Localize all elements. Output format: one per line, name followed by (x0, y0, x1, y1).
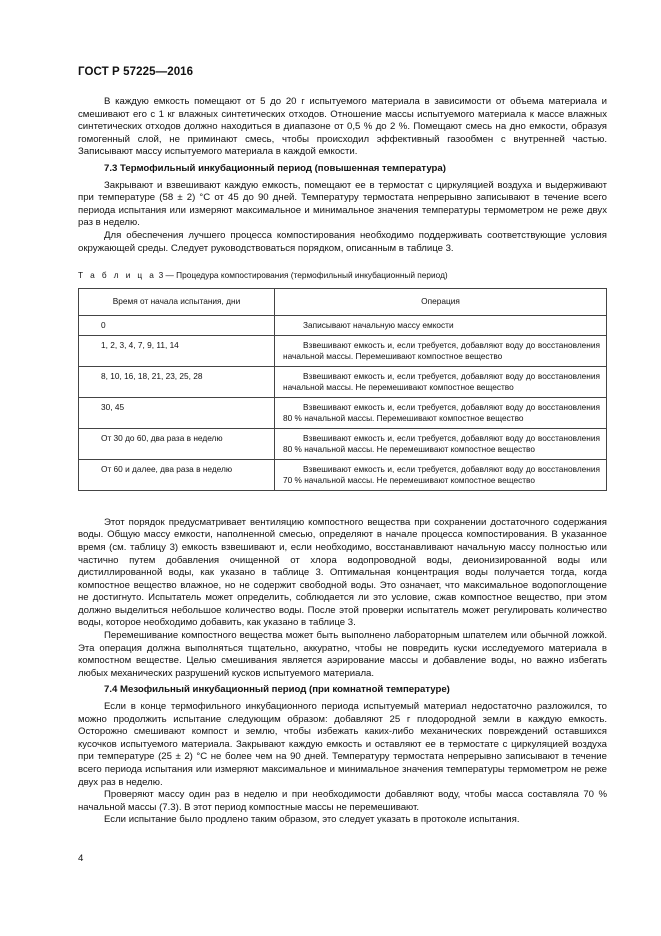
table-header-row (79, 288, 607, 315)
cell-operation: Взвешивают емкость и, если требуется, добавляют воду до восстановления начальной массы. Не перемешивают компостное вещество (275, 366, 607, 397)
cell-time: От 60 и далее, два раза в неделю (79, 459, 275, 490)
section-7-4-title: 7.4 Мезофильный инкубационный период (при комнатной температуре) (104, 684, 450, 696)
table-row (79, 428, 607, 459)
cell-operation: Взвешивают емкость и, если требуется, добавляют воду до восстановления 80 % начальной массы. Перемешивают компостное вещество (275, 397, 607, 428)
paragraph-conditions: Для обеспечения лучшего процесса компостирования необходимо поддерживать соответствующие условия окружающей среды. Следует руководствоваться порядком, описанным в таблице 3. (78, 229, 607, 254)
paragraph-report-note: Если испытание было продлено таким образом, это следует указать в протоколе испытания. (104, 814, 520, 826)
table-row (79, 335, 607, 366)
paragraph-weekly-check: Проверяют массу один раз в неделю и при необходимости добавляют воду, чтобы масса составляла 70 % начальной массы (7.3). В этот период компостные массы не перемешивают. (78, 789, 607, 813)
paragraph-sample-placement: В каждую емкость помещают от 5 до 20 г испытуемого материала в зависимости от объема материала и смешивают его с 1 кг влажных синтетических отходов. Отношение массы испытуемого материала к массе влажных синтетических отходов должно находиться в диапазоне от 0,5 % до 2 %. Помещают смесь на дно емкости, образуя гомогенный слой, не приминают смесь, чтобы происходил эффективный газообмен с внутренней частью. Записывают массу испытуемого материала в каждой емкости. (78, 96, 607, 158)
paragraph-ventilation: Этот порядок предусматривает вентиляцию компостного вещества при сохранении достаточного содержания воды. Общую массу емкости, наполненной смесью, определяют в начале процесса компостирования. В указанное время (см. таблицу 3) емкость взвешивают и, если необходимо, восстанавливают начальную массу полностью или частично путем добавления очищенной от хлора водопроводной воды, деионизированной воды или дистиллированной воды, как указано в таблице 3. Оптимальная концентрация воды получается тогда, когда компостное вещество влажное, но не содержит свободной воды. Это означает, что максимальное водопоглощение не достигнуто. Испытатель может определить, соблюдается ли это условие, сжав компостное вещество, при этом должно выделиться небольшое количество воды. После этой проверки испытатель может регулировать количество воды, которое необходимо добавить, как указано в таблице 3. (78, 516, 607, 629)
table-row (79, 315, 607, 335)
table-3-caption (78, 269, 607, 282)
table-caption-prefix: Т а б л и ц а (78, 270, 157, 281)
cell-operation: Взвешивают емкость и, если требуется, добавляют воду до восстановления 80 % начальной массы. Не перемешивают компостное вещество (275, 428, 607, 459)
cell-time: 30, 45 (79, 397, 275, 428)
section-7-3-title: 7.3 Термофильный инкубационный период (повышенная температура) (104, 162, 446, 174)
table-row (79, 397, 607, 428)
column-header-operation: Операция (275, 288, 607, 315)
table-caption-text: 3 — Процедура компостирования (термофильный инкубационный период) (156, 270, 448, 281)
paragraph-thermostat: Закрывают и взвешивают каждую емкость, помещают ее в термостат с циркуляцией воздуха и выдерживают при температуре (58 ± 2) °С от 45 до 90 дней. Температуру термостата непрерывно записывают в течение всего периода испытания или измеряют максимальное и минимальное значения температуры термометром не реже двух раз в неделю. (78, 179, 607, 229)
page-number: 4 (78, 853, 84, 864)
cell-time: 8, 10, 16, 18, 21, 23, 25, 28 (79, 366, 275, 397)
table-row (79, 366, 607, 397)
table-row (79, 459, 607, 490)
cell-time: От 30 до 60, два раза в неделю (79, 428, 275, 459)
cell-time: 0 (79, 315, 275, 335)
page-body (78, 96, 607, 827)
document-code-header: ГОСТ Р 57225—2016 (78, 66, 194, 78)
paragraph-mesophilic: Если в конце термофильного инкубационного периода испытуемый материал недостаточно разложился, то можно продолжить испытание следующим образом: добавляют 25 г плодородной земли в каждую емкость. Осторожно смешивают компост и землю, чтобы избежать каких-либо механических повреждений оставшихся кусочков испытуемого материала. Закрывают каждую емкость и оставляют ее в термостате с циркуляцией воздуха при температуре (25 ± 2) °С не более чем на 90 дней. Температуру термостата непрерывно записывают в течение всего периода испытания или измеряют максимальное и минимальное значения температуры термометром не реже двух раз в неделю. (78, 701, 607, 788)
table-3-composting-procedure (78, 288, 607, 491)
cell-time: 1, 2, 3, 4, 7, 9, 11, 14 (79, 335, 275, 366)
paragraph-mixing: Перемешивание компостного вещества может быть выполнено лабораторным шпателем или обычной ложкой. Эта операция должна выполняться тщательно, аккуратно, чтобы не повредить куски исследуемого материала в компостном веществе. Целью смешивания является аэрирование массы и добавление воды, но важно избегать любых механических разрушений кусков испытуемого материала. (78, 630, 607, 679)
cell-operation: Взвешивают емкость и, если требуется, добавляют воду до восстановления 70 % начальной массы. Не перемешивают компостное вещество (275, 459, 607, 490)
column-header-time: Время от начала испытания, дни (79, 288, 275, 315)
cell-operation: Взвешивают емкость и, если требуется, добавляют воду до восстановления начальной массы. Перемешивают компостное вещество (275, 335, 607, 366)
cell-operation: Записывают начальную массу емкости (275, 315, 607, 335)
